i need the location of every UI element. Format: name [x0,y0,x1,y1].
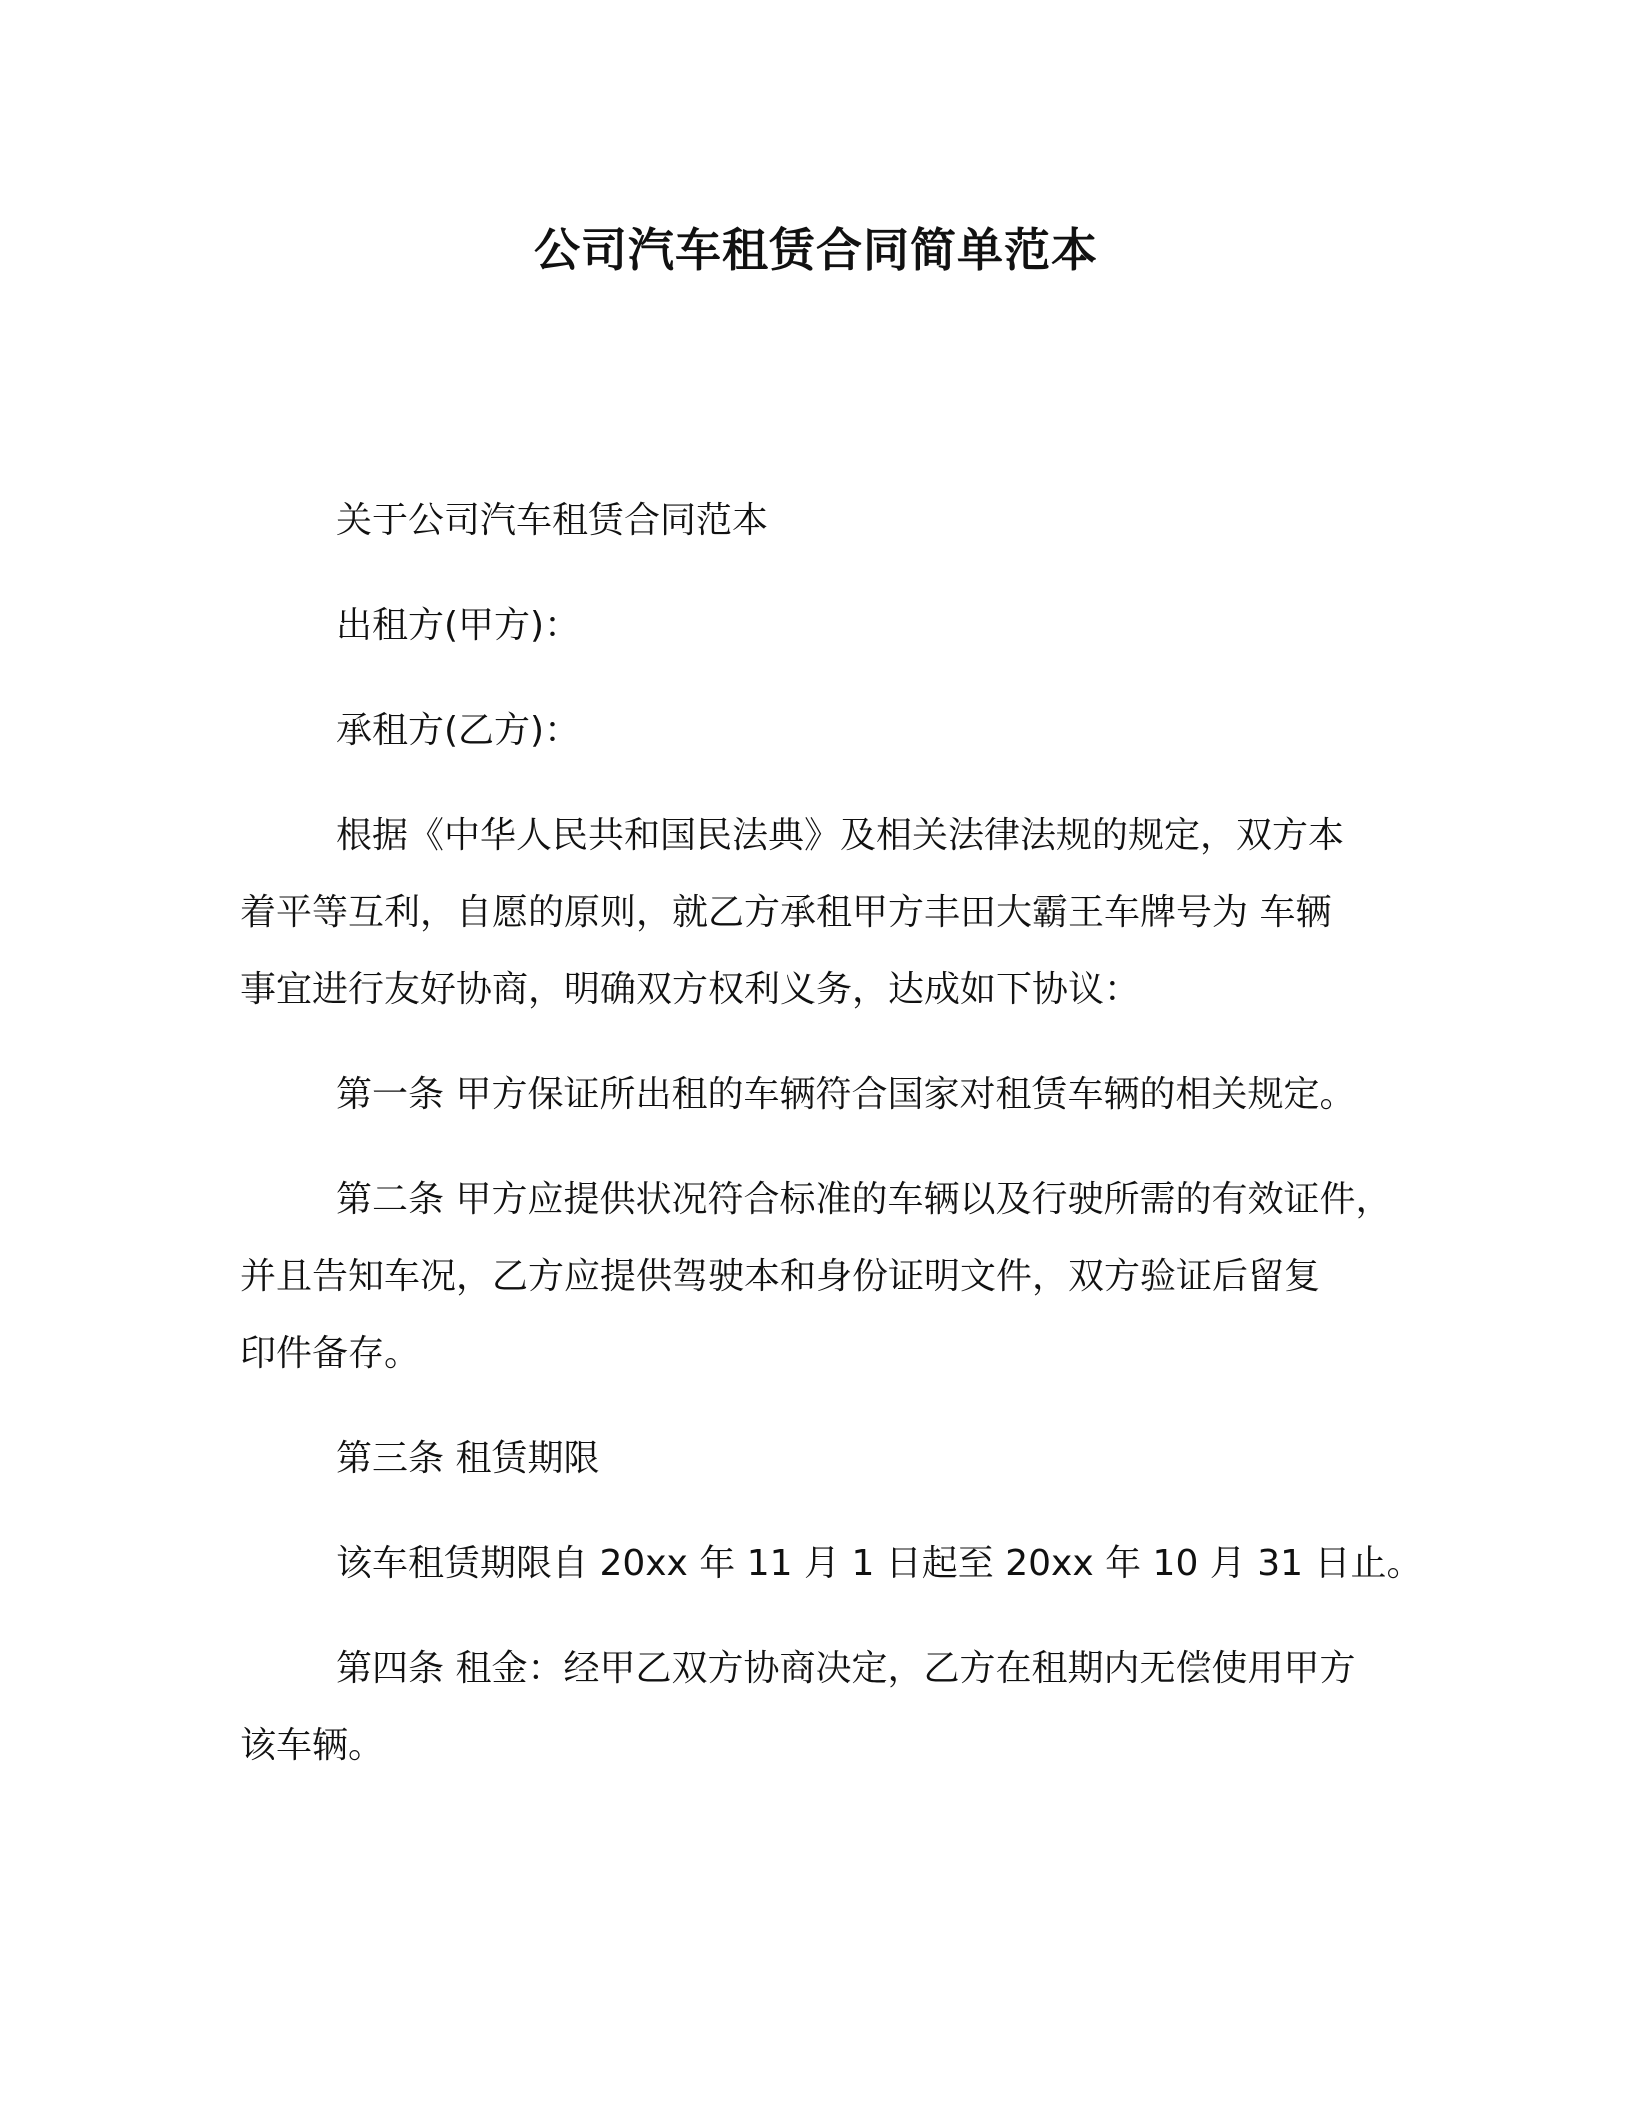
paragraph-line: 根据《中华人民共和国民法典》及相关法律法规的规定，双方本 [336,815,1345,856]
lease-term [240,1525,1423,1602]
article-1 [240,1056,1410,1133]
paragraph-line: 第三条 租赁期限 [336,1438,600,1479]
paragraph-basis [240,797,1410,1028]
document-body [240,482,1423,1812]
paragraph-line: 该车租赁期限自 20xx 年 11 月 1 日起至 20xx 年 10 月 31 日止。 [336,1543,1423,1584]
paragraph-line: 该车辆。 [240,1725,385,1766]
paragraph-line: 第四条 租金：经甲乙双方协商决定，乙方在租期内无偿使用甲方 [336,1648,1356,1689]
paragraph-line: 出租方(甲方)： [336,605,581,646]
paragraph-lessee [240,692,1410,769]
paragraph-lessor [240,587,1410,664]
paragraph-line: 关于公司汽车租赁合同范本 [336,500,769,541]
paragraph-line: 第一条 甲方保证所出租的车辆符合国家对租赁车辆的相关规定。 [336,1074,1356,1115]
article-4 [240,1630,1410,1784]
paragraph-intro [240,482,1410,559]
document-title: 公司汽车租赁合同简单范本 [534,223,1098,277]
article-2 [240,1161,1410,1392]
paragraph-line: 事宜进行友好协商，明确双方权利义务，达成如下协议： [240,969,1141,1010]
paragraph-line: 承租方(乙方)： [336,710,581,751]
paragraph-line: 并且告知车况，乙方应提供驾驶本和身份证明文件，双方验证后留复 [240,1256,1321,1297]
paragraph-line: 第二条 甲方应提供状况符合标准的车辆以及行驶所需的有效证件， [336,1179,1392,1220]
paragraph-line: 印件备存。 [240,1333,421,1374]
paragraph-line: 着平等互利，自愿的原则，就乙方承租甲方丰田大霸王车牌号为 车辆 [240,892,1332,933]
article-3 [240,1420,1410,1497]
